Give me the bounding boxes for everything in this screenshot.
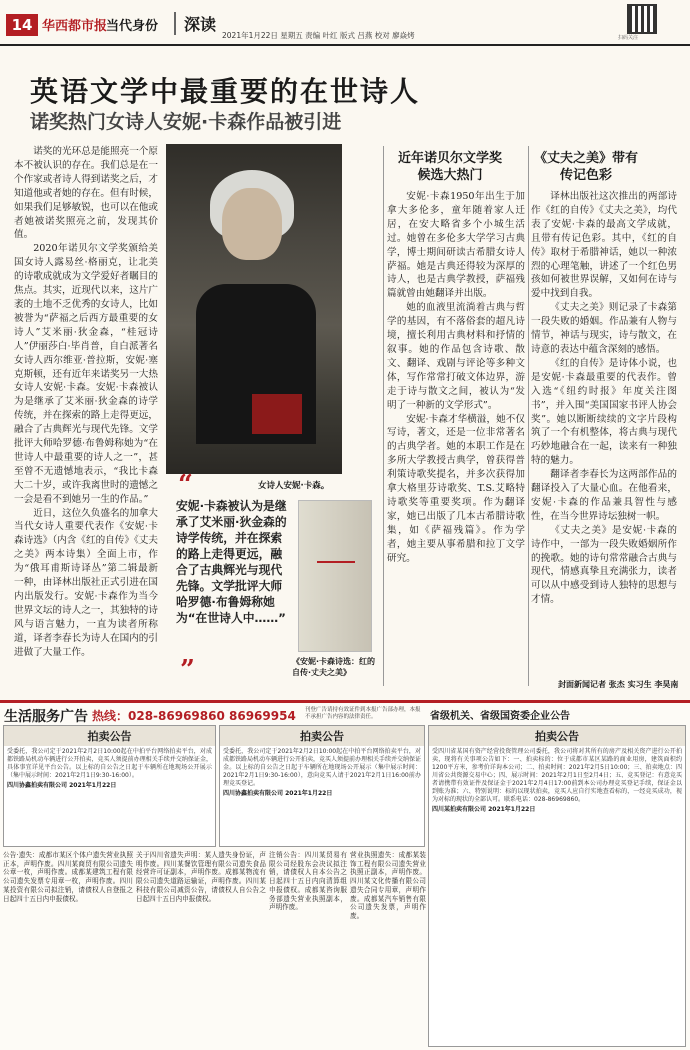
classified-column-4: 营业执照遗失：成都某装饰工程有限公司遗失营业执照正副本，声明作废。四川某文化传播有限公司遗失合同专用章，声明作废。成都某汽车销售有限公司遗失发票，声明作废。 xyxy=(350,851,426,920)
ads-header: 生活服务广告 xyxy=(4,709,88,725)
notice-title: 拍卖公告 xyxy=(429,726,685,746)
notice-title: 拍卖公告 xyxy=(4,726,215,746)
photo-face xyxy=(222,188,282,260)
notice-body: 受委托，我公司定于2021年2月2日10:00起在中拍平台网络拍卖平台，对成都铁路局机动车辆进行公开拍卖，竞买人须提前办理相关手续并交纳保证金，具体事宜详见平台公告。以上标的自公告之日起于车辆所在地现场公开展示（集中展示时间：2021年2月1日9:30-16:00）。 xyxy=(7,748,212,779)
open-quote-icon: “ xyxy=(178,470,193,500)
classified-column-2: 关于四川省遗失声明：某人遗失身份证，声明作废。四川某餐饮管理有限公司遗失食品经营许可证副本，声明作废。成都某物流有限公司遗失道路运输证，声明作废。四川某科技有限公司减资公告，请债权人自公告之日起四十五日内申报债权。 xyxy=(136,851,266,903)
ads-fine-print: 刊登广告请持有效证件到本报广告部办理，本报不承担广告内容的法律责任。 xyxy=(305,707,421,720)
qr-code-icon xyxy=(627,4,657,34)
auction-notice-3 xyxy=(428,725,686,1047)
photo-scarf xyxy=(252,394,302,434)
classified-column-3: 注销公告：四川某贸易有限公司经股东会决议拟注销，请债权人自本公告之日起四十五日内向清算组申报债权。成都某咨询服务部遗失营业执照副本，声明作废。 xyxy=(269,851,347,912)
book-cover xyxy=(298,500,372,652)
section-heading-2: 《丈夫之美》带有传记色彩 xyxy=(533,151,638,183)
paragraph: 安妮·卡森1950年出生于加拿大多伦多，童年随着家人迁居，在安大略省多个小城生活过。她曾在多伦多大学学习古典学，博士期间研读古希腊女诗人萨福。她是古典还得较为深厚的诗人，也是古典学教授，萨福残篇就曾由她翻译并出版。 xyxy=(387,191,525,300)
page-number: 14 xyxy=(6,14,38,36)
qr-caption: 扫码关注 xyxy=(618,35,639,41)
paragraph: 安妮·卡森才华横溢，她不仅写诗，著文，还是一位非常著名的古典学者。她的本职工作是在多所大学教授古典学，曾获得普利策诗歌奖提名，并多次获得加拿大格里芬诗歌奖、T.S.艾略特诗歌奖等重要奖项。作为翻译家，她已出版了几本古希腊诗歌集，如《萨福残篇》。作为学者，她主要从事希腊和拉丁文学研究。 xyxy=(387,413,525,564)
auction-notice-2 xyxy=(219,725,425,847)
notice-footer: 四川协鑫拍卖有限公司 2021年1月22日 xyxy=(223,790,333,797)
classified-column-1: 公告·遗失：成都市某区个体户遗失营业执照正本，声明作废。四川某商贸有限公司遗失公章一枚，声明作废。成都某建筑工程有限公司遗失发票专用章一枚，声明作废。四川某投资有限公司拟注销，请债权人自登报之日起四十五日内申报债权。 xyxy=(3,851,133,903)
column-brand: 当代身份 xyxy=(106,19,159,34)
article-subtitle: 诺奖热门女诗人安妮·卡森作品被引进 xyxy=(30,111,342,133)
paragraph: 译林出版社这次推出的两部诗作《红的自传》《丈夫之美》，均代表了安妮·卡森的最高文学成就，且带有传记色彩。其中，《红的自传》取材于希腊神话，她以一种浓烈的心理笔触，讲述了一个红色男孩如何被世界误解，又如何在诗与爱中找到自我。 xyxy=(531,191,677,300)
section-heading-1: 近年诺贝尔文学奖候选大热门 xyxy=(397,151,502,183)
issue-meta: 2021年1月22日 星期五 责编 叶红 版式 吕燕 校对 廖焱烤 xyxy=(222,31,415,40)
notice-footer: 四川协鑫拍卖有限公司 2021年1月22日 xyxy=(7,782,117,789)
photo-caption: 女诗人安妮·卡森。 xyxy=(258,481,330,491)
article-column-4 xyxy=(531,190,677,677)
ads-phone: 热线：028-86969860 86969954 xyxy=(92,709,296,723)
paragraph: 《丈夫之美》是安妮·卡森的诗作中，一部为一段失败婚姻所作的挽歌。她的诗句常常融合古典与现代，情感真挚且充满张力，读者可以从中感受到诗人独特的思想与才情。 xyxy=(531,524,677,606)
notice-footer: 四川某拍卖有限公司 2021年1月22日 xyxy=(432,806,536,813)
notice-body: 受四川省某国有资产经营投资管理公司委托，我公司将对其所有的房产及相关资产进行公开拍卖，现将有关事项公告如下：一、拍卖标的：位于成都市某区某路的商业用房，建筑面积约1200平方米，参考价详询本公司；二、拍卖时间：2021年2月5日10:00；三、拍卖地点：四川省公共资源交易中心；四、展示时间：2021年2月1日至2月4日；五、竞买登记：有意竞买者请携带有效证件及保证金于2021年2月4日17:00前到本公司办理竞买登记手续，保证金以到账为准；六、特别说明：标的以现状拍卖，竞买人应自行实地查看标的，一经竞买成功，视为对标的现状的全部认可。联系电话：028-86969860。 xyxy=(432,748,682,803)
close-quote-icon: ” xyxy=(180,655,195,685)
poet-photo xyxy=(166,144,342,474)
ads-section xyxy=(0,700,690,1050)
newspaper-brand: 华西都市报 xyxy=(42,19,108,34)
notice-body: 受委托，我公司定于2021年2月2日10:00起在中拍平台网络拍卖平台，对成都铁路局机动车辆进行公开拍卖，竞买人须提前办理相关手续并交纳保证金。以上标的自公告之日起于车辆所在地现场公开展示（集中展示时间：2021年2月1日9:30-16:00），意向竞买人请于2021年2月1日16:00前办理竞买登记。 xyxy=(223,748,422,787)
page-header xyxy=(0,0,690,46)
article-byline: 封面新闻记者 张杰 实习生 李昊南 xyxy=(558,680,679,689)
paragraph: 2020年诺贝尔文学奖颁给美国女诗人露易丝·格丽克，让北美的诗歌成就成为文学爱好者瞩目的焦点。其实，近现代以来，这片广袤的土地不乏优秀的女诗人，比如被誉为“萨福之后西方最重要的女诗人”艾米丽·狄金森，“桂冠诗人”伊丽莎白·毕肖普，自白派著名女诗人西尔维亚·普拉斯，安妮·塞克斯顿，还有近年来诺奖另一大热女诗人安妮·卡森。安妮·卡森被认为是继承了艾米丽·狄金森的诗学传统，并在探索的路上走得更远，融合了古典辉光与现代先锋。文学批评大师哈罗德·布鲁姆称她为“在世诗人中最重要的诗人之一”，甚至曾不无遗憾地表示，“我比卡森大二十岁，或许我离世时的遗憾之一会是看不到她另一生的作品。” xyxy=(14,243,158,505)
article-column-3 xyxy=(387,190,525,680)
section-name: 深读 xyxy=(174,12,216,35)
column-divider xyxy=(383,146,384,686)
paragraph: 翻译者李春长为这两部作品的翻译投入了大量心血。在他看来，安妮·卡森的作品兼具智性与感性，在当今世界诗坛独树一帜。 xyxy=(531,469,677,522)
ads-right-title: 省级机关、省级国资委企业公告 xyxy=(430,711,570,722)
book-cover-stripe xyxy=(317,561,355,563)
auction-notice-1 xyxy=(3,725,216,847)
paragraph: 她的血液里流淌着古典与哲学的基因，有不落俗套的超凡诗境，擅长利用古典材料和抒情的叙事。她的作品包含诗歌、散文、翻译、戏剧与评论等多种文体，写作常常打破文体边界，游走于诗与散文之间，被认为“发明了一种新的文学形式”。 xyxy=(387,302,525,411)
article-title: 英语文学中最重要的在世诗人 xyxy=(30,75,421,108)
column-divider xyxy=(528,146,529,686)
book-caption: 《安妮·卡森诗选：红的自传·丈夫之美》 xyxy=(292,657,376,677)
pull-quote: 安妮·卡森被认为是继承了艾米丽·狄金森的诗学传统，并在探索的路上走得更远，融合了古典辉光与现代先锋。文学批评大师哈罗德·布鲁姆称她为“在世诗人中……” xyxy=(176,499,287,625)
paragraph: 诺奖的光环总是能照亮一个原本不被认识的存在。我们总是在一个作家或者诗人得到诺奖之后，才知道他或者她的存在。但有时候，如果我们足够敏锐，也可以在他或者她被诺奖照亮之前，发现其价值。 xyxy=(14,146,158,241)
article-column-1 xyxy=(14,145,158,697)
paragraph: 近日，这位久负盛名的加拿大当代女诗人重要代表作《安妮·卡森诗选》（内含《红的自传》《丈夫之美》两本诗集）全面上市，作为“俄耳甫斯诗译丛”第二辑最新一种，由译林出版社正式引进在国内出版发行。安妮·卡森作为当今世界文坛的诗人之一，其独特的诗风与语言魅力，一直为读者所称道，译者李春长为诗人在国内的引进做了大量工作。 xyxy=(14,507,158,658)
paragraph: 《丈夫之美》则记录了卡森第一段失败的婚姻。作品兼有人物与情节，神话与现实，诗与散文，在诗意的表达中蕴含深刻的感悟。 xyxy=(531,302,677,355)
paragraph: 《红的自传》是诗体小说，也是安妮·卡森最重要的代表作。曾入选“《纽约时报》年度关注图书”，并入围“美国国家书评人协会奖”。她以断断续续的文字片段构筑了一个有机整体，将古典与现代巧妙地融合在一起，读来有一种独特的魅力。 xyxy=(531,357,677,467)
notice-title: 拍卖公告 xyxy=(220,726,424,746)
